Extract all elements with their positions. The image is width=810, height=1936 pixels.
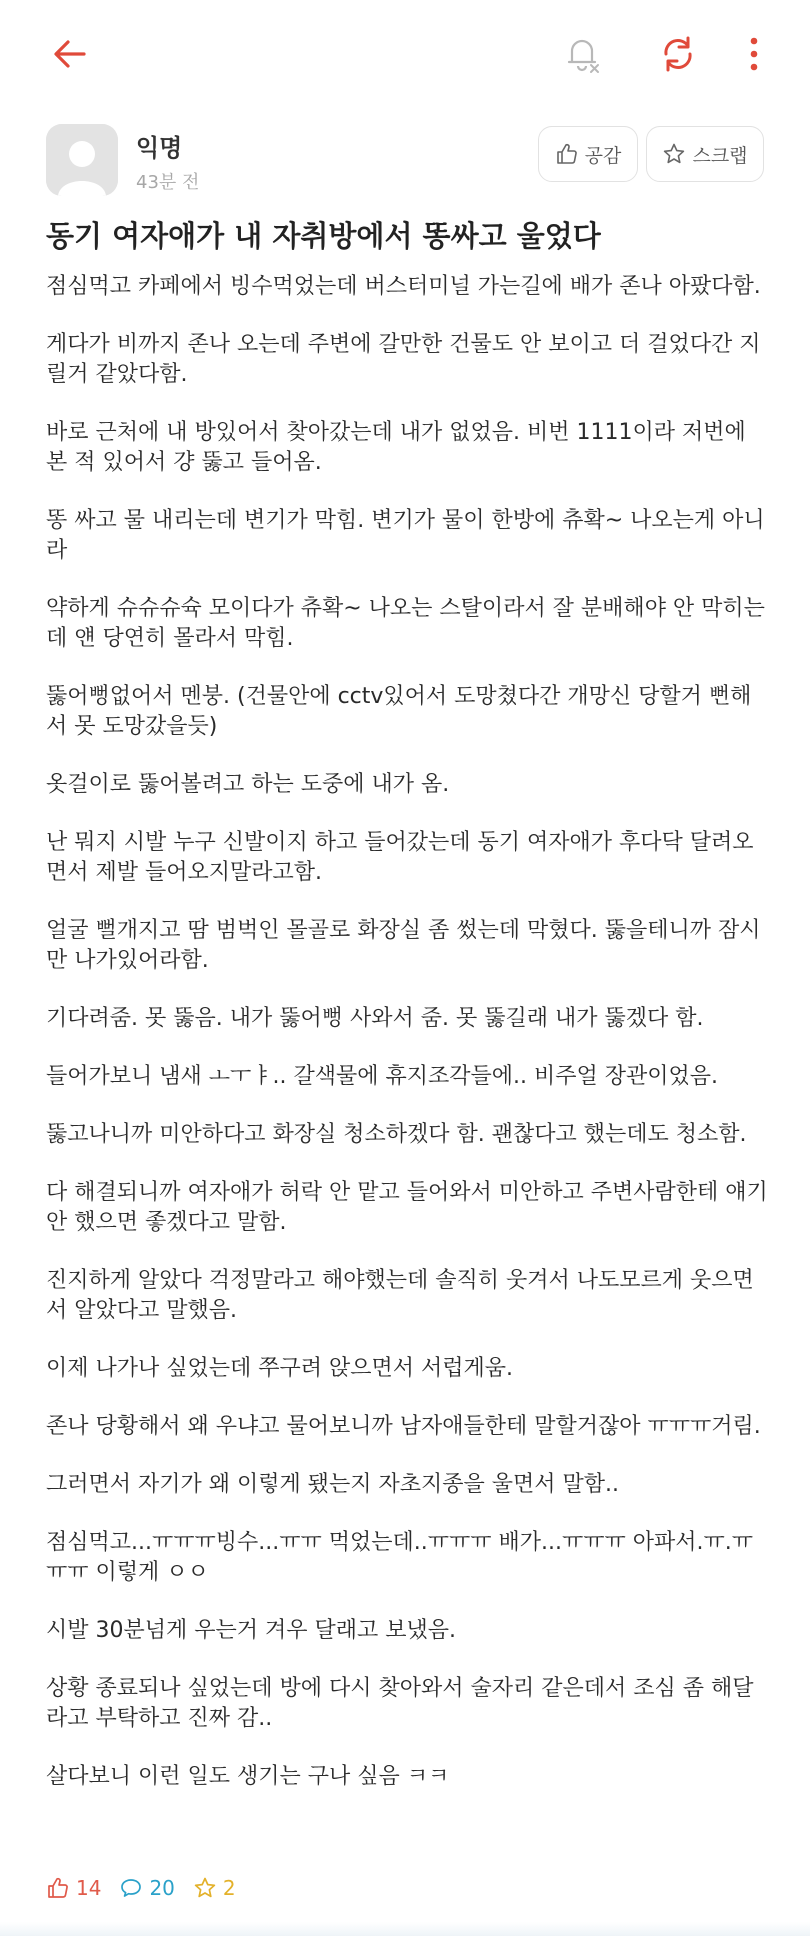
post-paragraph: 이제 나가나 싶었는데 쭈구려 앉으면서 서럽게움. bbox=[46, 1356, 514, 1381]
post-stats bbox=[46, 1872, 236, 1904]
scrap-count-value: 2 bbox=[222, 1876, 236, 1900]
scrap-button[interactable] bbox=[646, 126, 764, 182]
thumbs-up-icon bbox=[555, 142, 579, 166]
back-button[interactable] bbox=[44, 28, 96, 80]
default-avatar-icon bbox=[46, 124, 118, 196]
author-name: 익명 bbox=[136, 134, 183, 162]
bell-off-icon bbox=[562, 34, 602, 74]
refresh-button[interactable] bbox=[652, 28, 704, 80]
post-paragraph: 얼굴 뻘개지고 땀 범벅인 몰골로 화장실 좀 썼는데 막혔다. 뚫을테니까 잠시만 나가있어라함. bbox=[46, 918, 761, 973]
post-title: 동기 여자애가 내 자취방에서 똥싸고 울었다 bbox=[46, 219, 601, 253]
post-paragraph: 옷걸이로 뚫어볼려고 하는 도중에 내가 옴. bbox=[46, 772, 450, 797]
star-icon bbox=[193, 1876, 217, 1900]
post-paragraph: 기다려줌. 못 뚫음. 내가 뚫어뻥 사와서 줌. 못 뚫길래 내가 뚫겠다 함. bbox=[46, 1006, 704, 1031]
like-button[interactable] bbox=[538, 126, 638, 182]
post-paragraph: 진지하게 알았다 걱정말라고 해야했는데 솔직히 웃겨서 나도모르게 웃으면서 알았다고 말했음. bbox=[46, 1268, 754, 1323]
post-paragraph: 바로 근처에 내 방있어서 찾아갔는데 내가 없었음. 비번 1111이라 저번에 본 적 있어서 걍 뚫고 들어옴. bbox=[46, 420, 746, 475]
arrow-left-icon bbox=[52, 36, 88, 72]
like-button-label: 공감 bbox=[584, 144, 622, 167]
top-bar bbox=[0, 0, 810, 110]
more-options-button[interactable] bbox=[738, 28, 770, 80]
like-count bbox=[46, 1876, 101, 1900]
comment-icon bbox=[119, 1876, 143, 1900]
more-vertical-icon bbox=[748, 36, 760, 72]
avatar bbox=[46, 124, 118, 196]
bottom-edge bbox=[0, 1922, 810, 1936]
refresh-icon bbox=[658, 34, 698, 74]
post-paragraph: 게다가 비까지 존나 오는데 주변에 갈만한 건물도 안 보이고 더 걸었다간 지릴거 같았다함. bbox=[46, 332, 761, 387]
post-body bbox=[46, 272, 772, 1820]
post-paragraph: 똥 싸고 물 내리는데 변기가 막힘. 변기가 물이 한방에 츄확~ 나오는게 아니라 bbox=[46, 508, 765, 563]
post-paragraph: 뚫고나니까 미안하다고 화장실 청소하겠다 함. 괜찮다고 했는데도 청소함. bbox=[46, 1122, 747, 1147]
post-paragraph: 다 해결되니까 여자애가 허락 안 맡고 들어와서 미안하고 주변사람한테 얘기 안 했으면 좋겠다고 말함. bbox=[46, 1180, 768, 1235]
scrap-count bbox=[193, 1876, 236, 1900]
star-icon bbox=[662, 142, 686, 166]
notification-toggle-button[interactable] bbox=[558, 30, 606, 78]
comment-count bbox=[119, 1876, 174, 1900]
thumbs-up-icon bbox=[46, 1876, 70, 1900]
comment-count-value: 20 bbox=[149, 1876, 175, 1900]
post-paragraph: 뚫어뻥없어서 멘붕. (건물안에 cctv있어서 도망쳤다간 개망신 당할거 뻔해서 못 도망갔을듯) bbox=[46, 684, 752, 739]
post-paragraph: 들어가보니 냄새 ㅗㅜㅑ.. 갈색물에 휴지조각들에.. 비주얼 장관이었음. bbox=[46, 1064, 718, 1089]
post-paragraph: 점심먹고...ㅠㅠㅠ빙수...ㅠㅠ 먹었는데..ㅠㅠㅠ 배가...ㅠㅠㅠ 아파서.ㅠ.ㅠㅠㅠ 이렇게 ㅇㅇ bbox=[46, 1530, 753, 1585]
post-paragraph: 그러면서 자기가 왜 이렇게 됐는지 자초지종을 울면서 말함.. bbox=[46, 1472, 619, 1497]
post-paragraph: 존나 당황해서 왜 우냐고 물어보니까 남자애들한테 말할거잖아 ㅠㅠㅠ거림. bbox=[46, 1414, 761, 1439]
post-paragraph: 난 뭐지 시발 누구 신발이지 하고 들어갔는데 동기 여자애가 후다닥 달려오면서 제발 들어오지말라고함. bbox=[46, 830, 754, 885]
scrap-button-label: 스크랩 bbox=[692, 144, 748, 167]
post-paragraph: 상황 종료되나 싶었는데 방에 다시 찾아와서 술자리 같은데서 조심 좀 해달라고 부탁하고 진짜 감.. bbox=[46, 1676, 754, 1731]
like-count-value: 14 bbox=[76, 1876, 102, 1900]
post-paragraph: 약하게 슈슈슈슉 모이다가 츄확~ 나오는 스탈이라서 잘 분배해야 안 막히는데 얜 당연히 몰라서 막힘. bbox=[46, 596, 765, 651]
post-time: 43분 전 bbox=[136, 172, 200, 193]
post-paragraph: 시발 30분넘게 우는거 겨우 달래고 보냈음. bbox=[46, 1618, 456, 1643]
post-paragraph: 살다보니 이런 일도 생기는 구나 싶음 ㅋㅋ bbox=[46, 1764, 450, 1789]
author-row bbox=[46, 124, 766, 198]
post-paragraph: 점심먹고 카페에서 빙수먹었는데 버스터미널 가는길에 배가 존나 아팠다함. bbox=[46, 274, 761, 299]
